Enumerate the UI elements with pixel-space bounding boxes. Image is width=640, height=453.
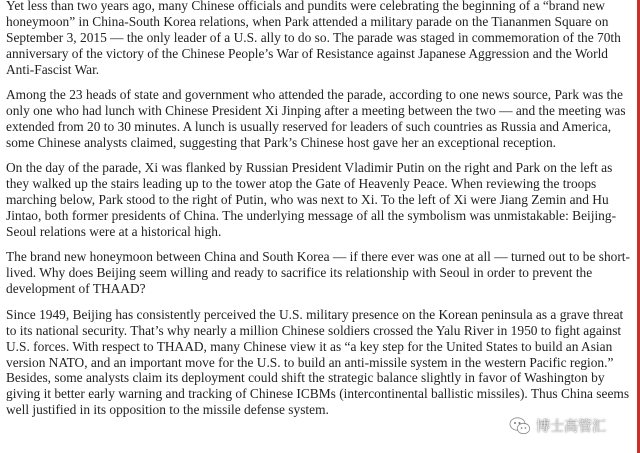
watermark-text: 博士高管汇 [536,419,606,435]
wechat-icon [508,414,532,438]
watermark [508,414,606,438]
paragraph-2: Among the 23 heads of state and government who attended the parade, according to one news source, Park was the only one who had lunch with Chinese President Xi Jinping after a meeting between the two — and the meeting was extended from 20 to 30 minutes. A lunch is usually reserved for leaders of such countries as Russia and America, some Chinese analysts claimed, suggesting that Park’s Chinese host gave her an exceptional reception. [6,87,626,150]
paragraph-3: On the day of the parade, Xi was flanked by Russian President Vladimir Putin on the right and Park on the left as they walked up the stairs leading up to the tower atop the Gate of Heavenly Peace. When reviewing the troops marching below, Park stood to the right of Putin, who was next to Xi. To the left of Xi were Jiang Zemin and Hu Jintao, both former presidents of China. The underlying message of all the symbolism was unmistakable: Beijing-Seoul relations were at a historical high. [6,160,617,239]
paragraph-1: Yet less than two years ago, many Chinese officials and pundits were celebrating the beginning of a “brand new honeymoon” in China-South Korea relations, when Park attended a military parade on the Tiananmen Square on September 3, 2015 — the only leader of a U.S. ally to do so. The parade was staged in commemoration of the 70th anniversary of the victory of the Chinese People’s War of Resistance against Japanese Aggression and the World Anti-Fascist War. [6,0,621,77]
article-body [6,0,632,428]
paragraph-4: The brand new honeymoon between China and South Korea — if there ever was one at all — turned out to be short-lived. Why does Beijing seem willing and ready to sacrifice its relationship with Seoul in order to prevent the development of THAAD? [6,249,630,297]
paragraph-5: Since 1949, Beijing has consistently perceived the U.S. military presence on the Korean peninsula as a grave threat to its national security. That’s why nearly a million Chinese soldiers crossed the Yalu River in 1950 to fight against U.S. forces. With respect to THAAD, many Chinese view it as “a key step for the United States to build an Asian version NATO, and an important move for the U.S. to build an anti-missile system in the western Pacific region.” Besides, some analysts claim its deployment could shift the strategic balance slightly in favor of Washington by giving it better early warning and tracking of Chinese ICBMs (intercontinental ballistic missiles). Thus China seems well justified in its opposition to the missile defense system. [6,306,630,418]
